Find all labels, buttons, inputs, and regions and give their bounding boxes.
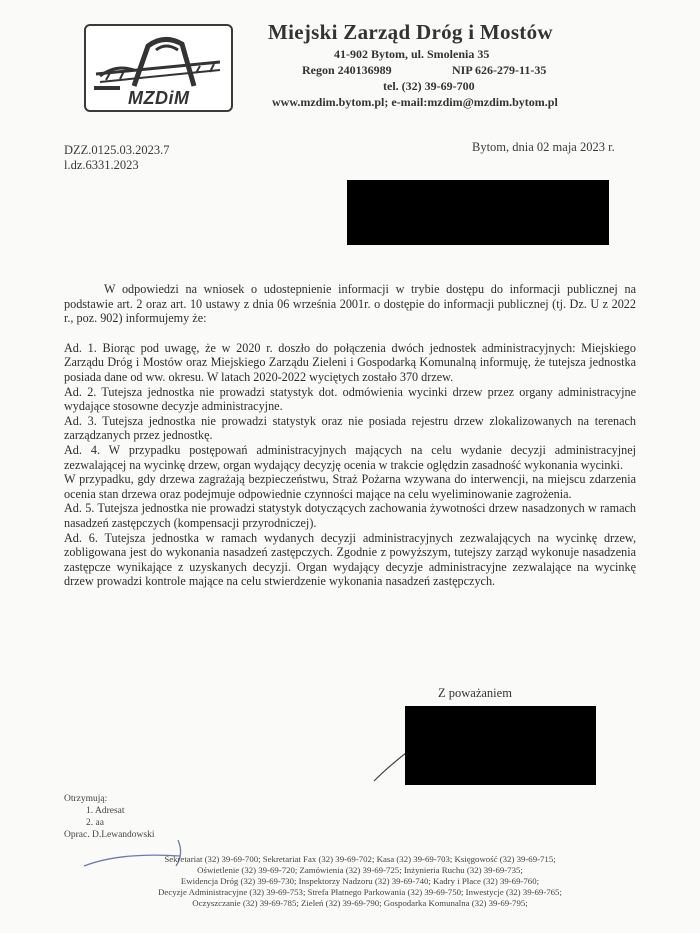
date-line: Bytom, dnia 02 maja 2023 r. bbox=[472, 140, 615, 154]
footer-line: Sekretariat (32) 39-69-700; Sekretariat Fax (32) 39-69-702; Kasa (32) 39-69-703; Księgowość (32) 39-69-715; bbox=[164, 854, 556, 864]
footer-line: Oczyszczanie (32) 39-69-785; Zieleń (32) 39-69-790; Gospodarka Komunalna (32) 39-69-795; bbox=[192, 898, 528, 908]
paragraph-ad-1: Ad. 1. Biorąc pod uwagę, że w 2020 r. doszło do połączenia dwóch jednostek administracyjnych: Miejskiego Zarządu Dróg i Mostów oraz Miejskiego Zarządu Zieleni i Gospodarką Komunalną informuję, że tutejsza jednostka posiada dane od ww. okresu. W latach 2020-2022 wyciętych zostało 370 drzew. bbox=[64, 340, 636, 384]
regon-number: Regon 240136989 bbox=[302, 63, 392, 77]
paragraph-ad-3: Ad. 3. Tutejsza jednostka nie prowadzi statystyk oraz nie posiada rejestru drzew zlokalizowanych na terenach zarządzanych przez jednostkę. bbox=[64, 413, 636, 443]
distribution-list bbox=[64, 793, 155, 841]
phone-number: tel. (32) 39-69-700 bbox=[383, 79, 475, 93]
paragraph-ad-2: Ad. 2. Tutejsza jednostka nie prowadzi statystyk dot. odmówienia wycinki drzew przez organy administracyjne wydające stosowne decyzje administracyjne. bbox=[64, 384, 636, 414]
distribution-label: Otrzymują: bbox=[64, 794, 108, 804]
footer-line: Ewidencja Dróg (32) 39-69-730; Inspektorzy Nadzoru (32) 39-69-740; Kadry i Płace (32) 39-69-760; bbox=[180, 876, 540, 886]
case-number: DZZ.0125.03.2023.7 bbox=[64, 143, 170, 157]
closing-greeting: Z poważaniem bbox=[438, 686, 512, 700]
paragraph-ad-4: Ad. 4. W przypadku postępowań administracyjnych mających na celu wydanie decyzji administracyjnej zezwalającej na wycinkę drzew, organ wydający decyzję ocenia w trakcie oględzin zasadność wykonania wycinki. bbox=[64, 442, 636, 472]
logo bbox=[84, 24, 233, 112]
prepared-by: Oprac. D.Lewandowski bbox=[64, 830, 155, 840]
web-email: www.mzdim.bytom.pl; e-mail:mzdim@mzdim.bytom.pl bbox=[272, 95, 558, 109]
distribution-item: 1. Adresat bbox=[86, 806, 125, 816]
footer-contacts bbox=[100, 854, 620, 909]
organization-address: 41-902 Bytom, ul. Smolenia 35 bbox=[334, 47, 490, 61]
redacted-signature-block bbox=[405, 706, 596, 785]
organization-name: Miejski Zarząd Dróg i Mostów bbox=[268, 20, 553, 44]
distribution-item: 2. aa bbox=[86, 818, 104, 828]
paragraph-ad-4-continued: W przypadku, gdy drzewa zagrażają bezpieczeństwu, Straż Pożarna wzywana do interwencji, na miejscu zdarzenia ocenia stan drzewa oraz podejmuje odpowiednie czynności mające na celu wyeliminowanie zagrożenia. bbox=[64, 472, 636, 501]
log-number: l.dz.6331.2023 bbox=[64, 158, 139, 172]
footer-line: Oświetlenie (32) 39-69-720; Zamówienia (32) 39-69-725; Inżynieria Ruchu (32) 39-69-735; bbox=[197, 865, 523, 875]
paragraph-ad-5: Ad. 5. Tutejsza jednostka nie prowadzi statystyk dotyczących zachowania żywotności drzew nasadzonych w ramach nasadzeń zastępczych (kompensacji przyrodniczej). bbox=[64, 501, 636, 530]
nip-number: NIP 626-279-11-35 bbox=[452, 63, 547, 77]
footer-line: Decyzje Administracyjne (32) 39-69-753; Strefa Płatnego Parkowania (32) 39-69-750; Inwestycje (32) 39-69-765; bbox=[158, 887, 562, 897]
signature-stroke-icon bbox=[370, 745, 410, 785]
letter-body bbox=[64, 282, 636, 589]
paragraph-ad-6: Ad. 6. Tutejsza jednostka w ramach wydanych decyzji administracyjnych zezwalających na wycinkę drzew, zobligowana jest do wykonania nasadzeń zastępczych. Zgodnie z powyższym, tutejszy zarząd wykonuje nasadzenia zastępcze wynikające z uzyskanych decyzji. Organ wydający decyzje administracyjne zezwalające na wycinkę drzew prowadzi kontrole mające na celu stwierdzenie wykonania nasadzeń zastępczych. bbox=[64, 530, 636, 589]
logo-text: MZDiM bbox=[128, 88, 190, 108]
redacted-recipient-block bbox=[347, 180, 609, 245]
intro-paragraph: W odpowiedzi na wniosek o udostepnienie informacji w trybie dostępu do informacji publicznej na podstawie art. 2 oraz art. 10 ustawy z dnia 06 września 2001r. o dostępie do informacji publicznej (tj. Dz. U z 2022 r., poz. 902) informujemy że: bbox=[64, 282, 636, 326]
